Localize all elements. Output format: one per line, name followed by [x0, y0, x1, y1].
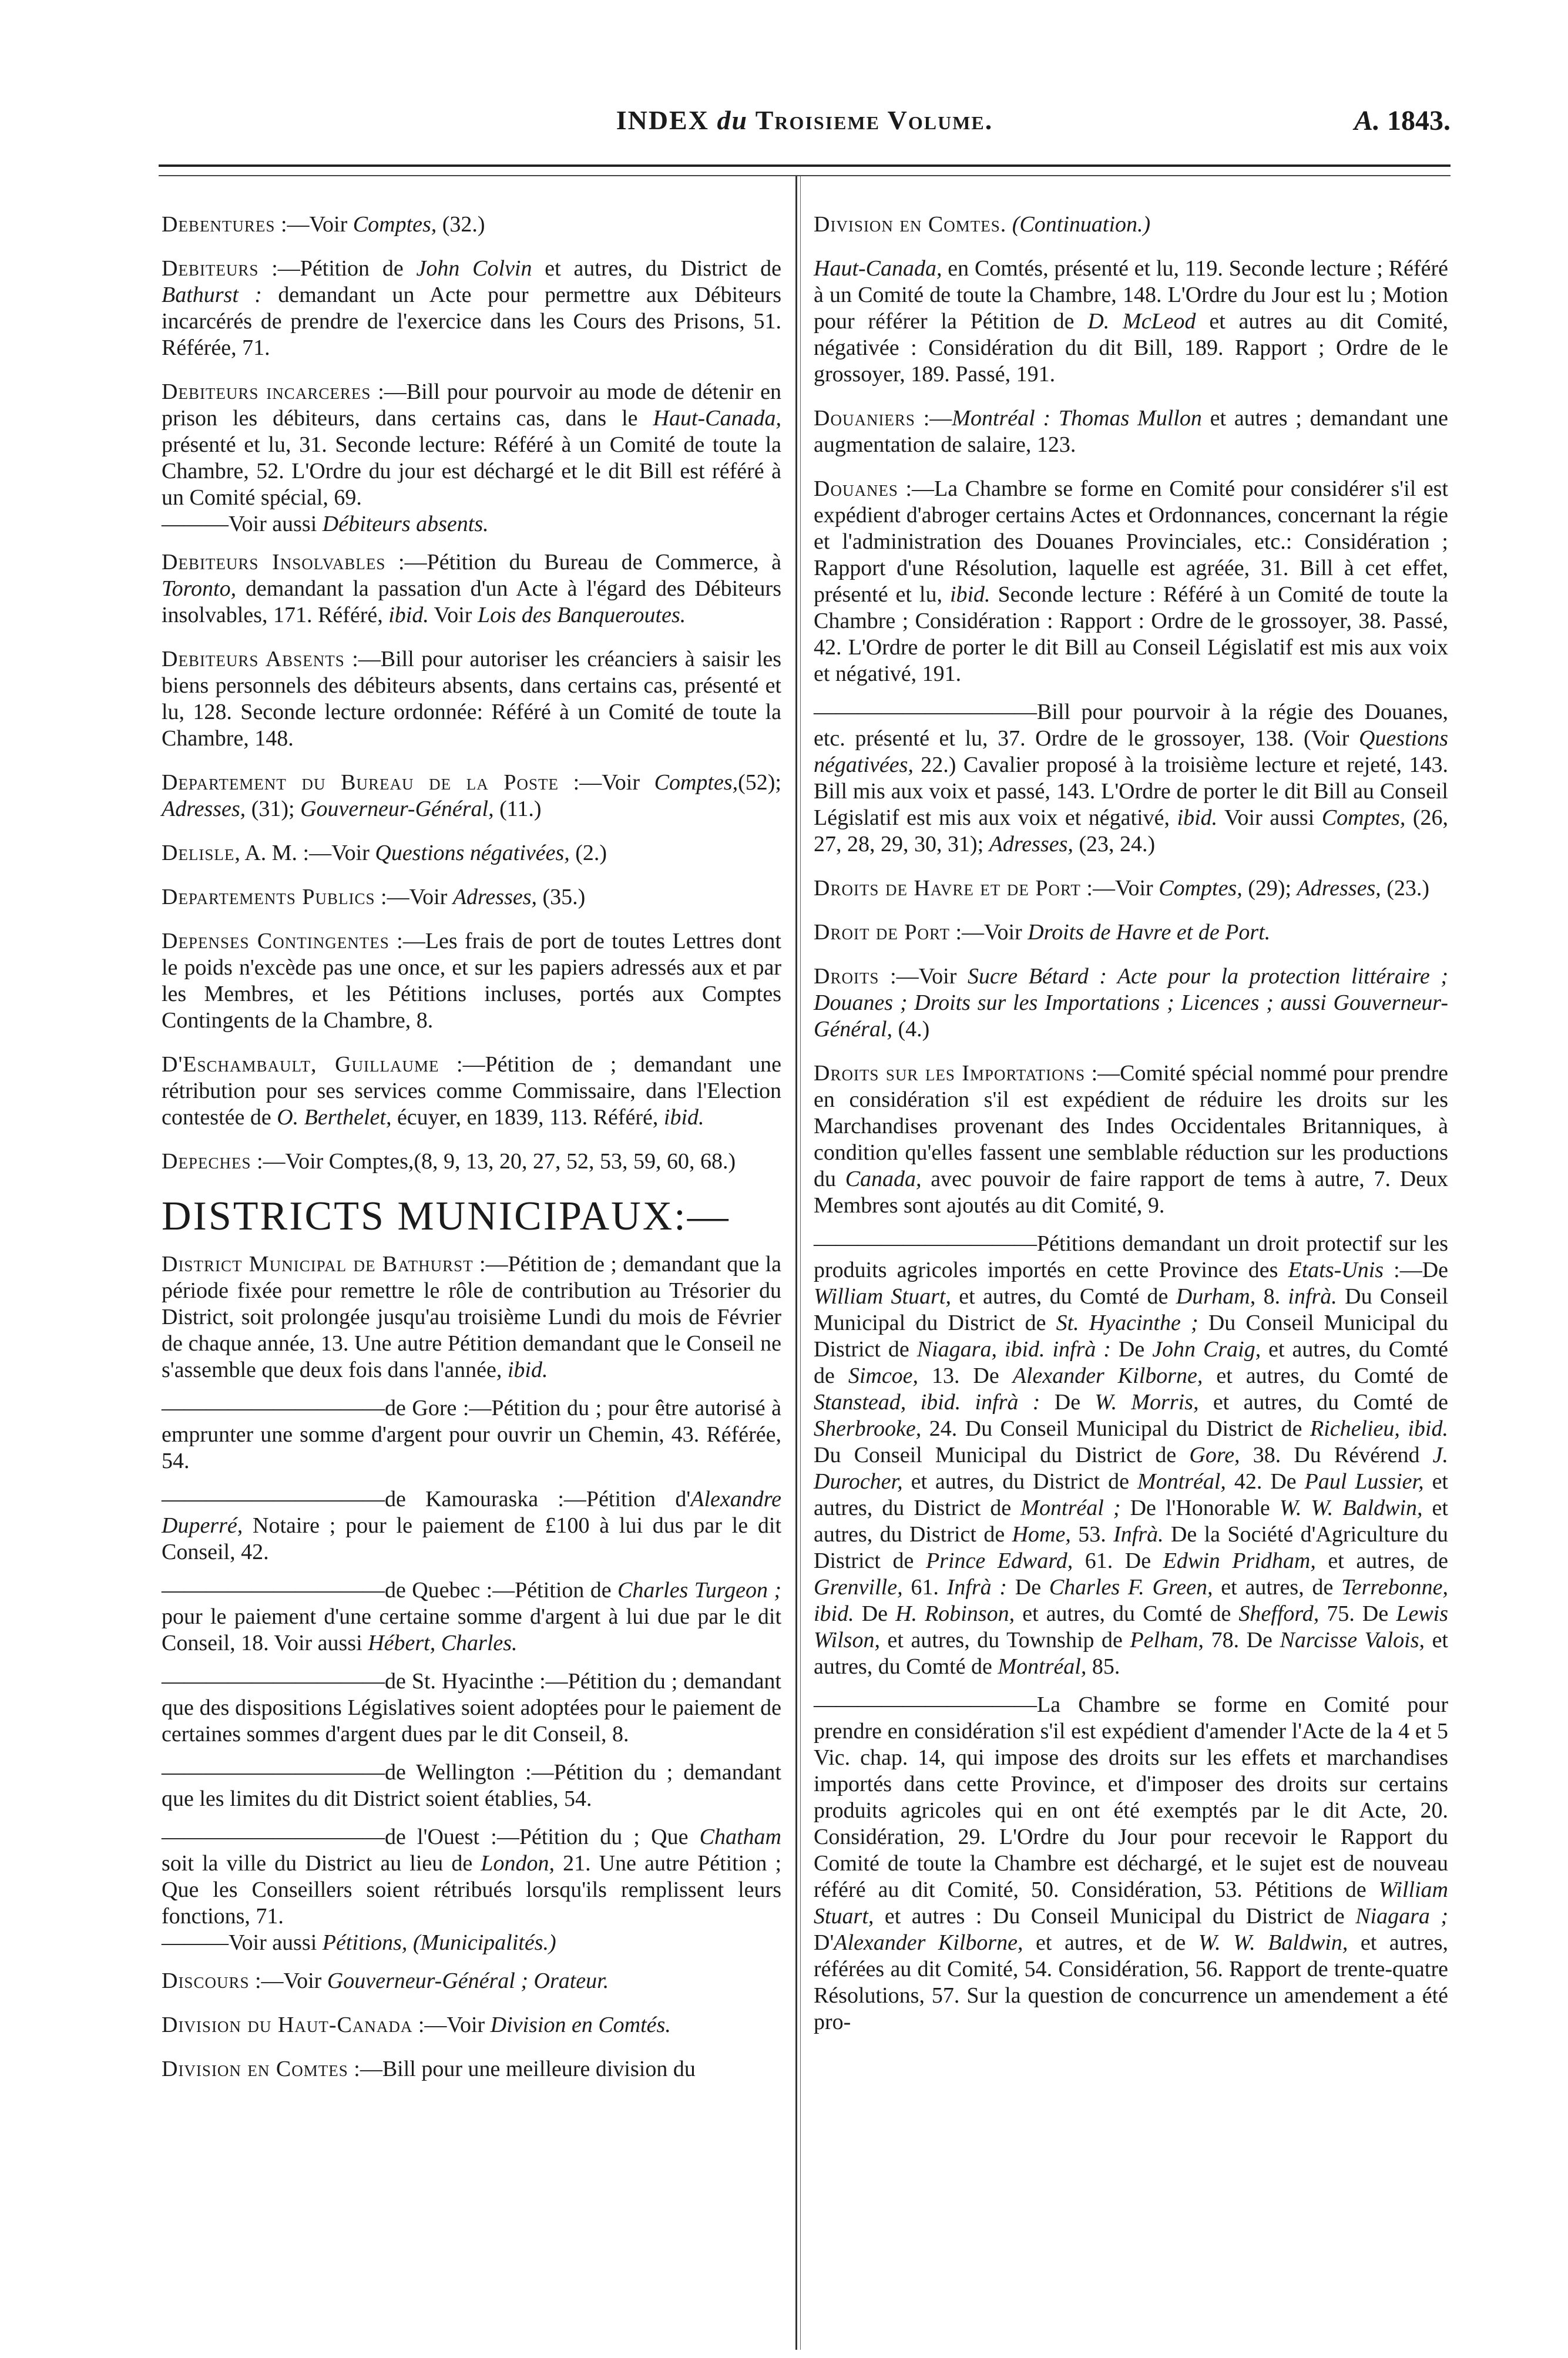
section-heading: DISTRICTS MUNICIPAUX:— [162, 1194, 730, 1239]
index-entry: Douanes :—La Chambre se forme en Comité pour considérer s'il est expédient d'abroger certains Actes et Ordonnances, concernant la régie et l'administration des Douanes Provinciales, etc.: Considération ; Rapport d'une Résolution, laquelle est agréée, 31. Bill à cet effet, présenté et lu, ibid. Seconde lecture : Référé à un Comité de toute la Chambre ; Considération : Rapport : Ordre de le grossoyer, 38. Passé, 42. L'Ordre de porter le dit Bill au Conseil Législatif est mis aux voix et négativé, 191. [814, 476, 1448, 686]
index-subentry: ——————————de St. Hyacinthe :—Pétition du ; demandant que des dispositions Législatives soient adoptées pour le paiement de certaines sommes d'argent dues par le dit Conseil, 8. [162, 1669, 781, 1746]
index-entry: Departements Publics :—Voir Adresses, (35.) [162, 885, 586, 909]
page-year: A. 1843. [1354, 105, 1451, 136]
index-entry: Douaniers :—Montréal : Thomas Mullon et autres ; demandant une augmentation de salaire, 123. [814, 406, 1449, 457]
index-entry: Depeches :—Voir Comptes,(8, 9, 13, 20, 27, 52, 53, 59, 60, 68.) [162, 1149, 736, 1174]
index-entry: Droits sur les Importations :—Comité spécial nommé pour prendre en considération s'il est expédient de réduire les droits sur les Marchandises provenant des Indes Occidentales Britanniques, à condition qu'elles fassent une semblable réduction sur les productions du Canada, avec pouvoir de faire rapport de tems à autre, 7. Deux Membres sont ajoutés au dit Comité, 9. [814, 1061, 1449, 1218]
index-entry: Division en Comtes :—Bill pour une meilleure division du [162, 2057, 696, 2081]
index-entry: Debiteurs incarceres :—Bill pour pourvoir au mode de détenir en prison les débiteurs, dans certains cas, dans le Haut-Canada, présenté et lu, 31. Seconde lecture: Référé à un Comité de toute la Chambre, 52. L'Ordre du jour est déchargé et le dit Bill est référé à un Comité spécial, 69. ———Voir aussi Débiteurs absents. [162, 379, 782, 536]
index-entry: Division du Haut-Canada :—Voir Division en Comtés. [162, 2013, 671, 2037]
page-title: INDEX du Troisieme Volume. [616, 105, 993, 135]
header-rule [159, 164, 1451, 176]
index-subentry: ——————————de l'Ouest :—Pétition du ; Que Chatham soit la ville du District au lieu de London, 21. Une autre Pétition ; Que les Conseillers soient rétribués lorsqu'ils remplissent leurs fonctions, 71. ———Voir aussi Pétitions, (Municipalités.) [162, 1825, 782, 1955]
index-subentry: ——————————de Kamouraska :—Pétition d'Alexandre Duperré, Notaire ; pour le paiement de £100 à lui dus par le dit Conseil, 42. [162, 1487, 781, 1564]
index-subentry: ——————————de Quebec :—Pétition de Charles Turgeon ; pour le paiement d'une certaine somme d'argent à lui due par le dit Conseil, 18. Voir aussi Hébert, Charles. [162, 1578, 781, 1655]
index-entry: District Municipal de Bathurst :—Pétition de ; demandant que la période fixée pour remettre le rôle de contribution au Trésorier du District, soit prolongée jusqu'au troisième Lundi du mois de Février de chaque année, 13. Une autre Pétition demandant que le Conseil ne s'assemble que deux fois dans l'année, ibid. [162, 1252, 782, 1382]
index-entry: Debentures :—Voir Comptes, (32.) [162, 212, 485, 237]
index-entry: Debiteurs Absents :—Bill pour autoriser les créanciers à saisir les biens personnels des débiteurs absents, dans certains cas, présenté et lu, 128. Seconde lecture ordonnée: Référé à un Comité de toute la Chambre, 148. [162, 647, 781, 751]
index-entry: D'Eschambault, Guillaume :—Pétition de ; demandant une rétribution pour ses services comme Commissaire, dans l'Election contestée de O. Berthelet, écuyer, en 1839, 113. Référé, ibid. [162, 1052, 781, 1130]
column-divider [795, 176, 797, 2350]
index-entry: Discours :—Voir Gouverneur-Général ; Orateur. [162, 1969, 609, 1993]
index-subentry: ——————————Pétitions demandant un droit protectif sur les produits agricoles importés en cette Province des Etats-Unis :—De William Stuart, et autres, du Comté de Durham, 8. infrà. Du Conseil Municipal du District de St. Hyacinthe ; Du Conseil Municipal du District de Niagara, ibid. infrà : De John Craig, et autres, du Comté de Simcoe, 13. De Alexander Kilborne, et autres, du Comté de Stanstead, ibid. infrà : De W. Morris, et autres, du Comté de Sherbrooke, 24. Du Conseil Municipal du District de Richelieu, ibid. Du Conseil Municipal du District de Gore, 38. Du Révérend J. Durocher, et autres, du District de Montréal, 42. De Paul Lussier, et autres, du District de Montréal ; De l'Honorable W. W. Baldwin, et autres, du District de Home, 53. Infrà. De la Société d'Agriculture du District de Prince Edward, 61. De Edwin Pridham, et autres, de Grenville, 61. Infrà : De Charles F. Green, et autres, de Terrebonne, ibid. De H. Robinson, et autres, du Comté de Shefford, 75. De Lewis Wilson, et autres, du Township de Pelham, 78. De Narcisse Valois, et autres, du Comté de Montréal, 85. [814, 1231, 1449, 1679]
index-subentry: ——————————de Gore :—Pétition du ; pour être autorisé à emprunter une somme d'argent pour ouvrir un Chemin, 43. Référée, 54. [162, 1396, 781, 1473]
index-subentry: ——————————La Chambre se forme en Comité pour prendre en considération s'il est expédient d'amender l'Acte de la 4 et 5 Vic. chap. 14, qui impose des droits sur les effets et marchandises importés dans cette Province, et d'imposer des droits sur certains produits agricoles qui en ont été exemptés par le dit Acte, 20. Considération, 29. L'Ordre du Jour pour recevoir le Rapport du Comité de toute la Chambre est déchargé, et le sujet est de nouveau référé au dit Comité, 50. Considération, 53. Pétitions de William Stuart, et autres : Du Conseil Municipal du District de Niagara ; D'Alexander Kilborne, et autres, et de W. W. Baldwin, et autres, référées au dit Comité, 54. Considération, 56. Rapport de trente-quatre Résolutions, 57. Sur la question de concurrence un amendement a été pro- [814, 1692, 1449, 2034]
column-divider-thin [800, 176, 801, 2350]
index-entry: Debiteurs Insolvables :—Pétition du Bureau de Commerce, à Toronto, demandant la passation d'un Acte à l'égard des Débiteurs insolvables, 171. Référé, ibid. Voir Lois des Banqueroutes. [162, 550, 782, 627]
index-entry: Droits :—Voir Sucre Bétard : Acte pour la protection littéraire ; Douanes ; Droits sur les Importations ; Licences ; aussi Gouverneur-Général, (4.) [814, 964, 1448, 1042]
right-column [814, 211, 1448, 2053]
index-subentry: ——————————Bill pour pourvoir à la régie des Douanes, etc. présenté et lu, 37. Ordre de le grossoyer, 138. (Voir Questions négativées, 22.) Cavalier proposé à la troisième lecture et rejeté, 143. Bill mis aux voix et passé, 143. L'Ordre de porter le dit Bill au Conseil Législatif est mis aux voix et négativé, ibid. Voir aussi Comptes, (26, 27, 28, 29, 30, 31); Adresses, (23, 24.) [814, 700, 1448, 856]
index-entry: Division en Comtes. (Continuation.) [814, 212, 1151, 237]
index-entry: Debiteurs :—Pétition de John Colvin et autres, du District de Bathurst : demandant un Acte pour permettre aux Débiteurs incarcérés de prendre de l'exercice dans les Cours des Prisons, 51. Référée, 71. [162, 256, 781, 360]
index-entry: Droits de Havre et de Port :—Voir Comptes, (29); Adresses, (23.) [814, 876, 1430, 901]
index-entry: Droit de Port :—Voir Droits de Havre et de Port. [814, 920, 1271, 945]
index-entry: Haut-Canada, en Comtés, présenté et lu, 119. Seconde lecture ; Référé à un Comité de toute la Chambre, 148. L'Ordre du Jour est lu ; Motion pour référer la Pétition de D. McLeod et autres au dit Comité, négativée : Considération du dit Bill, 189. Rapport ; Ordre de le grossoyer, 189. Passé, 191. [814, 256, 1448, 387]
index-entry: Departement du Bureau de la Poste :—Voir Comptes,(52); Adresses, (31); Gouverneur-Général, (11.) [162, 770, 781, 821]
index-subentry: ——————————de Wellington :—Pétition du ; demandant que les limites du dit District soient établies, 54. [162, 1760, 781, 1811]
left-column [162, 211, 781, 2100]
running-head [159, 105, 1451, 157]
index-entry: Depenses Contingentes :—Les frais de port de toutes Lettres dont le poids n'excède pas une once, et sur les papiers adressés aux et par les Membres, et les Pétitions incluses, portés aux Comptes Contingents de la Chambre, 8. [162, 929, 781, 1033]
index-entry: Delisle, A. M. :—Voir Questions négativées, (2.) [162, 841, 607, 865]
